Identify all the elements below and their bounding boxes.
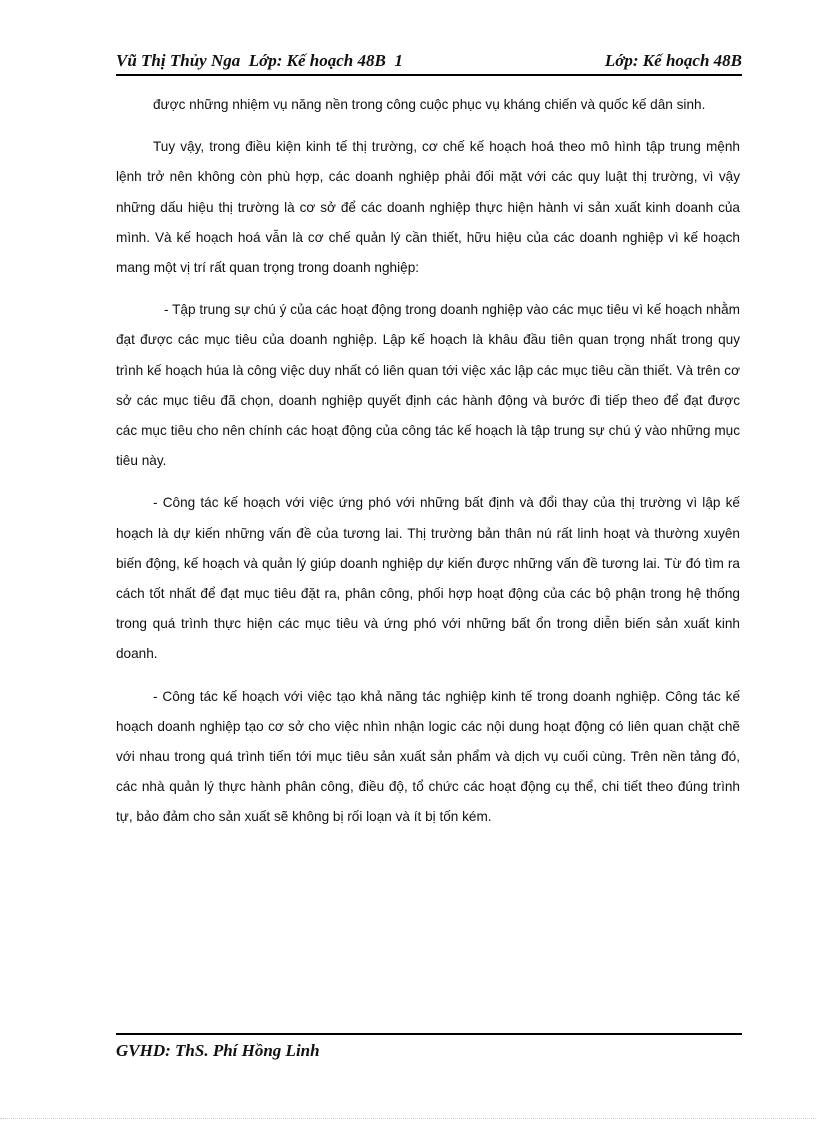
- page-footer: [116, 1033, 742, 1061]
- header-author-class: Vũ Thị Thủy Nga Lớp: Kế hoạch 48B 1: [116, 51, 403, 70]
- page-header: [116, 48, 742, 76]
- header-class: Lớp: Kế hoạch 48B: [604, 51, 742, 70]
- paragraph-focus-objectives: - Tập trung sự chú ý của các hoạt động trong doanh nghiệp vào các mục tiêu vì kế hoạch nhằm đạt được các mục tiêu của doanh nghiệp. Lập kế hoạch là khâu đầu tiên quan trọng nhất trong quy trình kế hoạch húa là công việc duy nhất có liên quan tới việc xác lập các mục tiêu cần thiết. Và trên cơ sở các mục tiêu đã chọn, doanh nghiệp quyết định các hành động và bước đi tiếp theo để đạt được các mục tiêu cho nên chính các hoạt động của công tác kế hoạch là tập trung sự chú ý vào những mục tiêu này.: [116, 302, 740, 469]
- document-body: [116, 90, 740, 845]
- paragraph-continuation: được những nhiệm vụ năng nền trong công cuộc phục vụ kháng chiến và quốc kế dân sinh.: [153, 97, 706, 112]
- footer-supervisor: GVHD: ThS. Phí Hồng Linh: [116, 1041, 320, 1060]
- page-edge-divider: [0, 1118, 816, 1120]
- paragraph-market-context: Tuy vậy, trong điều kiện kinh tế thị trường, cơ chế kế hoạch hoá theo mô hình tập trung mệnh lệnh trở nên không còn phù hợp, các doanh nghiệp phải đối mặt với các quy luật thị trường, vì vậy những dấu hiệu thị trường là cơ sở để các doanh nghiệp thực hiện hành vi sản xuất kinh doanh của mình. Và kế hoạch hoá vẫn là cơ chế quản lý cần thiết, hữu hiệu của các doanh nghiệp vì kế hoạch mang một vị trí rất quan trọng trong doanh nghiệp:: [116, 139, 740, 276]
- paragraph-operations: - Công tác kế hoạch với việc tạo khả năng tác nghiệp kinh tế trong doanh nghiệp. Công tác kế hoạch doanh nghiệp tạo cơ sở cho việc nhìn nhận logic các nội dung hoạt động có liên quan chặt chẽ với nhau trong quá trình tiến tới mục tiêu sản xuất sản phẩm và dịch vụ cuối cùng. Trên nền tảng đó, các nhà quản lý thực hành phân công, điều độ, tổ chức các hoạt động cụ thể, chi tiết theo đúng trình tự, bảo đảm cho sản xuất sẽ không bị rối loạn và ít bị tốn kém.: [116, 688, 740, 825]
- paragraph-uncertainty: - Công tác kế hoạch với việc ứng phó với những bất định và đổi thay của thị trường vì lập kế hoạch là dự kiến những vấn đề của tương lai. Thị trường bản thân nú rất linh hoạt và thường xuyên biến động, kế hoạch và quản lý giúp doanh nghiệp dự kiến được những vấn đề tương lai. Từ đó tìm ra cách tốt nhất để đạt mục tiêu đặt ra, phân công, phối hợp hoạt động của các bộ phận trong hệ thống trong quá trình thực hiện các mục tiêu và ứng phó với những bất ổn trong diễn biến sản xuất kinh doanh.: [116, 495, 740, 662]
